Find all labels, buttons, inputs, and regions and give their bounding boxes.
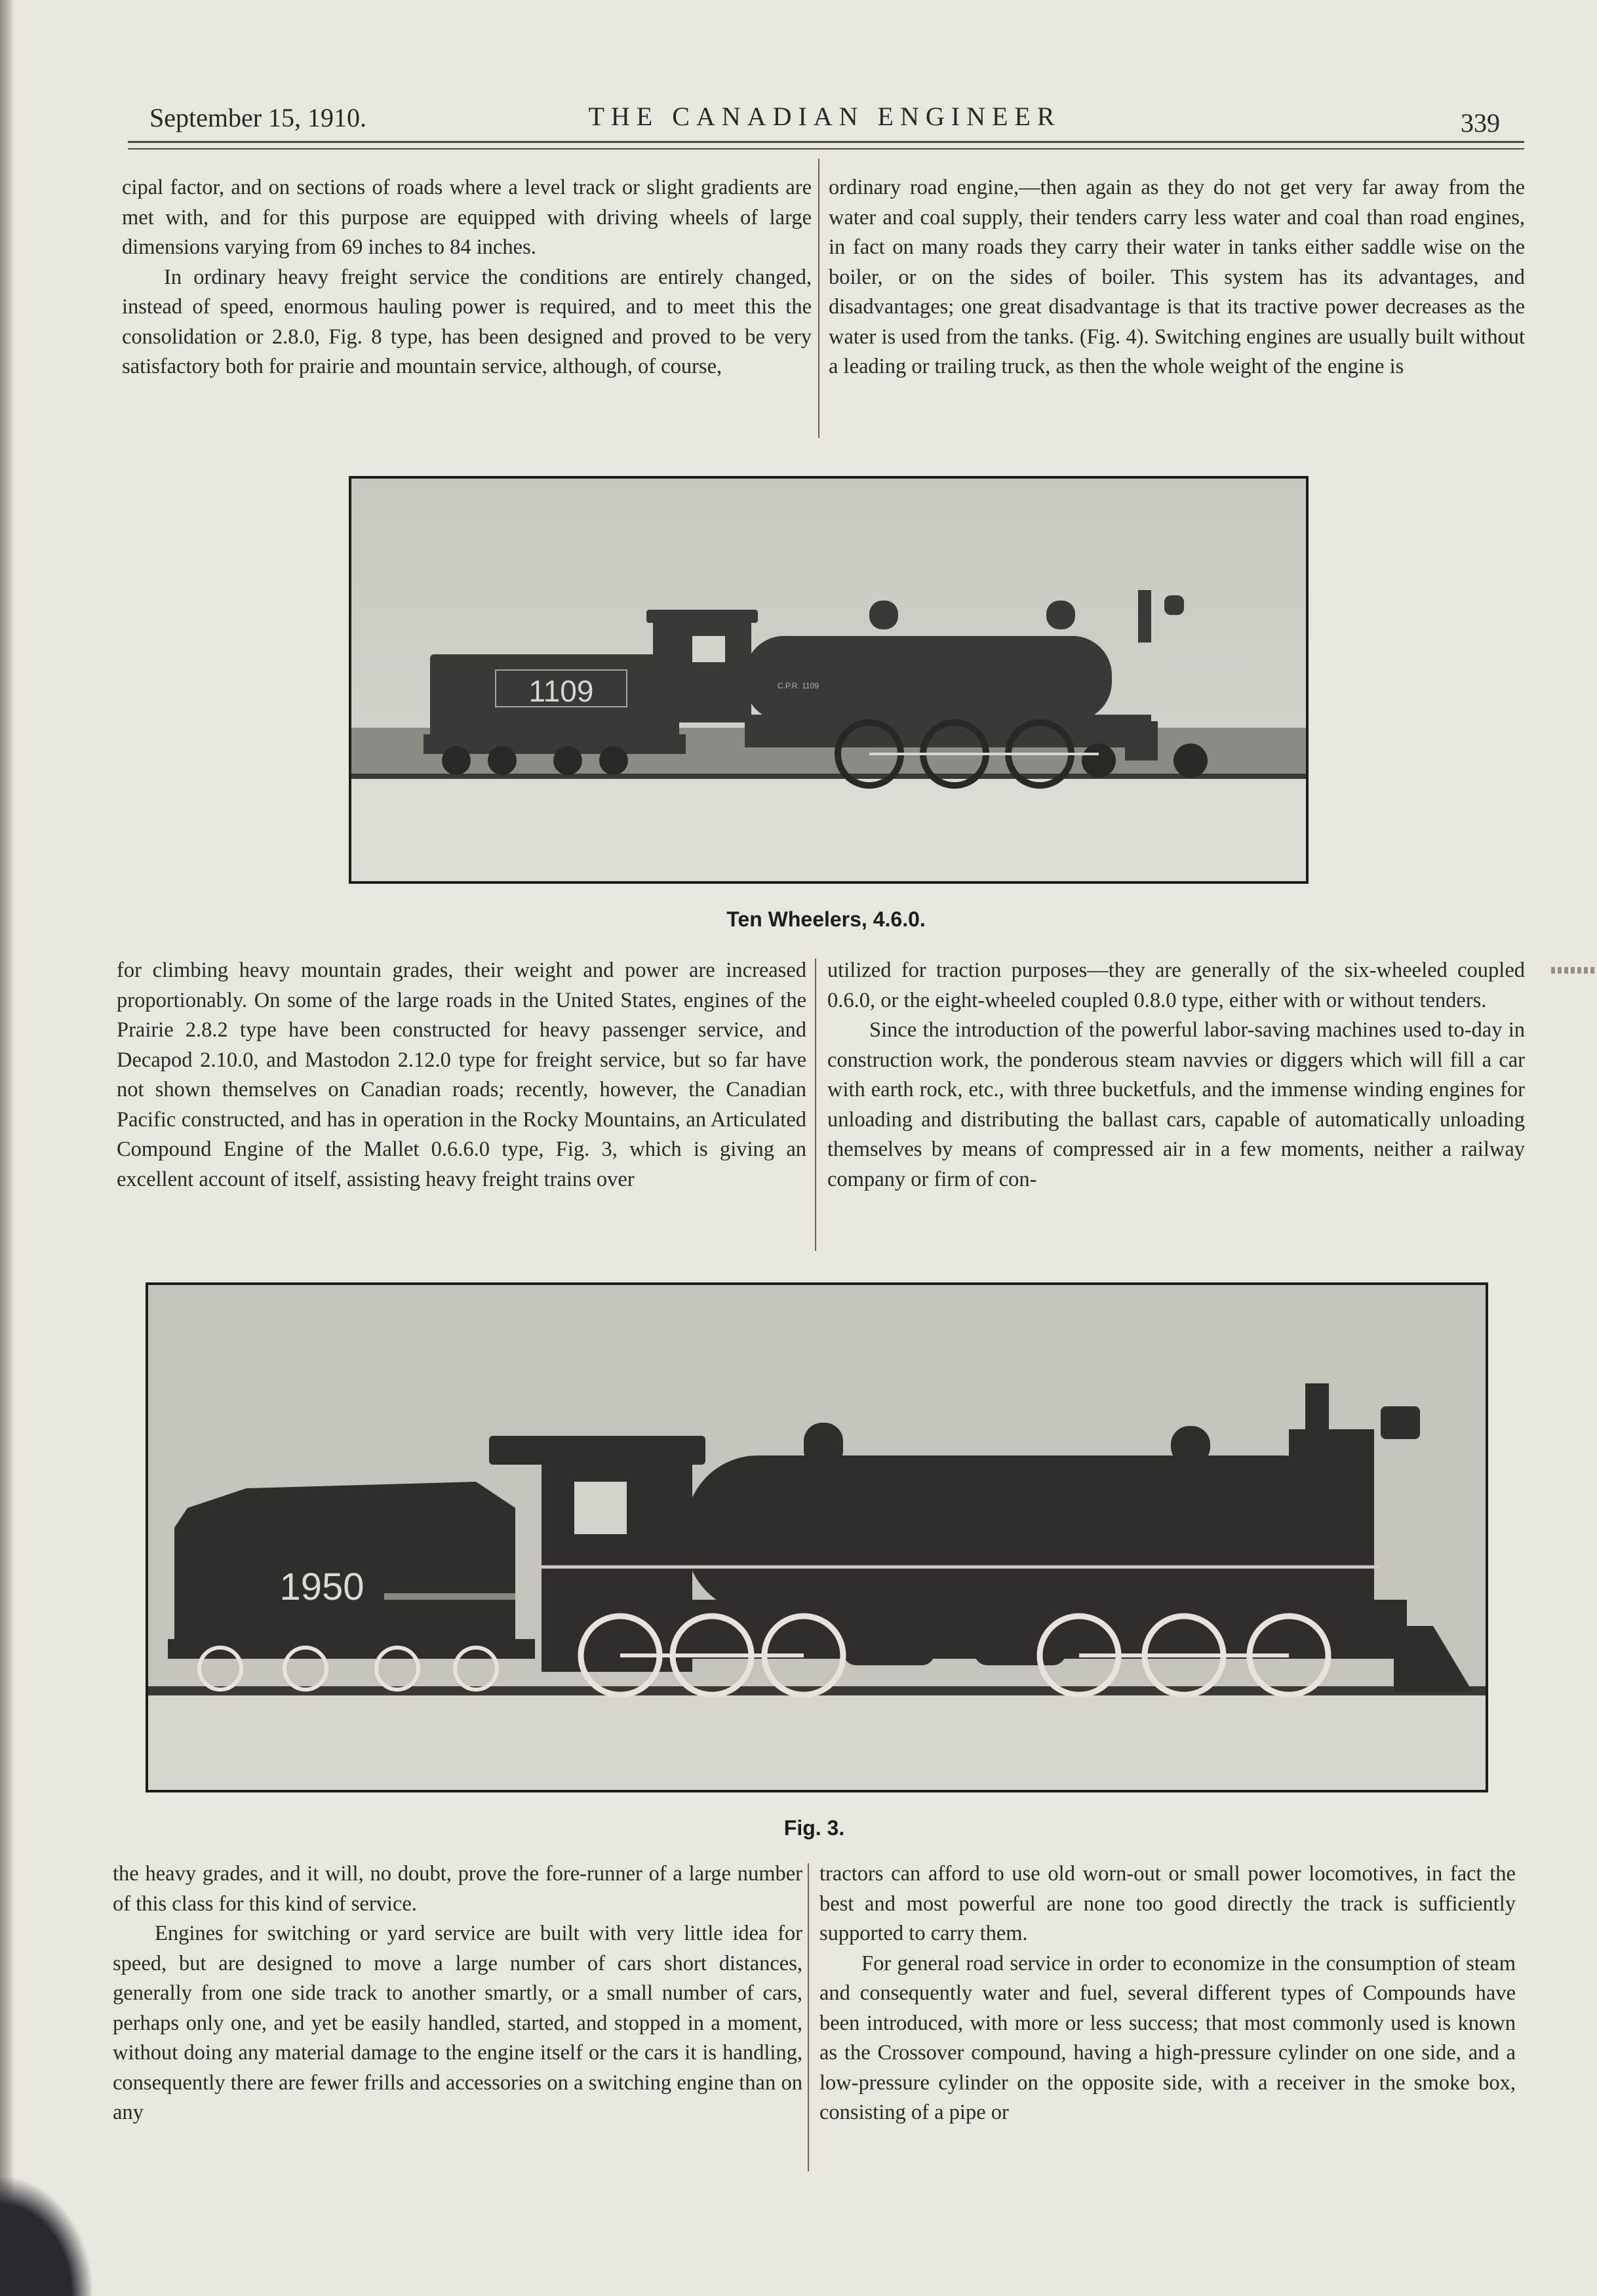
paragraph: Engines for switching or yard service are built with very little idea for speed, but are designed to move a large number of cars short distances, generally from one side track to another smartly, or a small number of cars, perhaps only one, and yet be easily handled, started, and stopped in a moment, without doing any material damage to the engine itself or the cars it is handling, consequently there are fewer frills and accessories on a switching engine than on any: [113, 1922, 802, 2124]
paragraph: tractors can afford to use old worn-out or small power locomotives, in fact the best and most powerful are none too good directly the track is sufficiently supported to carry them.: [819, 1862, 1516, 1945]
journal-title: THE CANADIAN ENGINEER: [588, 102, 1061, 131]
column-mid-left: [117, 956, 806, 1195]
column-top-left: [122, 173, 812, 382]
column-bottom-left: [113, 1859, 802, 2128]
tender-number: 1950: [279, 1566, 365, 1608]
photo-ten-wheeler-locomotive: [349, 476, 1309, 884]
page-number: 339: [1461, 108, 1500, 138]
paragraph: ordinary road engine,—then again as they do not get very far away from the water and coal supply, their tenders carry less water and coal than road engines, in fact on many roads they carry their water in tanks either saddle wise on the boiler, or on the sides of boiler. This system has its advantages, and disadvantages; one great disadvantage is that its tractive power decreases as the water is used from the tanks. (Fig. 4). Switching engines are usually built without a leading or trailing truck, as then the whole weight of the engine is: [829, 176, 1525, 378]
margin-mark: [1551, 967, 1597, 974]
column-top-right: [829, 173, 1525, 382]
column-divider: [818, 159, 819, 438]
paragraph: In ordinary heavy freight service the conditions are entirely changed, instead of speed, enormous hauling power is required, and to meet this the consolidation or 2.8.0, Fig. 8 type, has been designed and proved to be very satisfactory both for prairie and mountain service, although, of course,: [122, 265, 812, 378]
paragraph: for climbing heavy mountain grades, their weight and power are increased proportionably. On some of the large roads in the United States, engines of the Prairie 2.8.2 type have been constructed for heavy passenger service, and Decapod 2.10.0, and Mastodon 2.12.0 type for freight service, but so far have not shown themselves on Canadian roads; recently, however, the Canadian Pacific constructed, and has in operation in the Rocky Mountains, an Articulated Compound Engine of the Mallet 0.6.6.0 type, Fig. 3, which is giving an excellent account of itself, assisting heavy freight trains over: [117, 959, 806, 1191]
paragraph: cipal factor, and on sections of roads where a level track or slight gradients are met with, and for this purpose are equipped with driving wheels of large dimensions varying from 69 inches to 84 inches.: [122, 176, 812, 259]
running-header: [149, 98, 1500, 138]
issue-date: September 15, 1910.: [149, 103, 367, 132]
cab-lettering: C.P.R. 1109: [778, 681, 819, 690]
paragraph: the heavy grades, and it will, no doubt, prove the fore-runner of a large number of this class for this kind of service.: [113, 1862, 802, 1916]
paragraph: For general road service in order to economize in the consumption of steam and consequently water and fuel, several different types of Compounds have been introduced, with more or less success; that most commonly used is known as the Crossover compound, having a high-pressure cylinder on one side, and a low-pressure cylinder on the opposite side, with a receiver in the smoke box, consisting of a pipe or: [819, 1951, 1516, 2124]
column-divider: [808, 1863, 809, 2171]
book-spine-shadow: [0, 0, 14, 2296]
figure-caption-ten-wheelers: Ten Wheelers, 4.6.0.: [726, 907, 926, 931]
page-corner-shadow: [0, 2178, 92, 2296]
tender-number: 1109: [528, 674, 594, 708]
figure-caption-fig3: Fig. 3.: [783, 1816, 845, 1840]
column-divider: [815, 959, 816, 1251]
header-rule-secondary: [128, 148, 1524, 149]
paragraph: utilized for traction purposes—they are generally of the six-wheeled coupled 0.6.0, or the eight-wheeled coupled 0.8.0 type, either with or without tenders.: [827, 959, 1525, 1012]
header-rule: [128, 141, 1524, 143]
column-mid-right: [827, 956, 1525, 1195]
photo-mallet-articulated-locomotive: [146, 1282, 1488, 1792]
column-bottom-right: [819, 1859, 1516, 2128]
paragraph: Since the introduction of the powerful labor-saving machines used to-day in construction work, the ponderous steam navvies or diggers which will fill a car with earth rock, etc., with three bucketfuls, and the immense winding engines for unloading and distributing the ballast cars, capable of automatically unloading themselves by means of compressed air in a few moments, neither a railway company or firm of con-: [827, 1018, 1525, 1191]
